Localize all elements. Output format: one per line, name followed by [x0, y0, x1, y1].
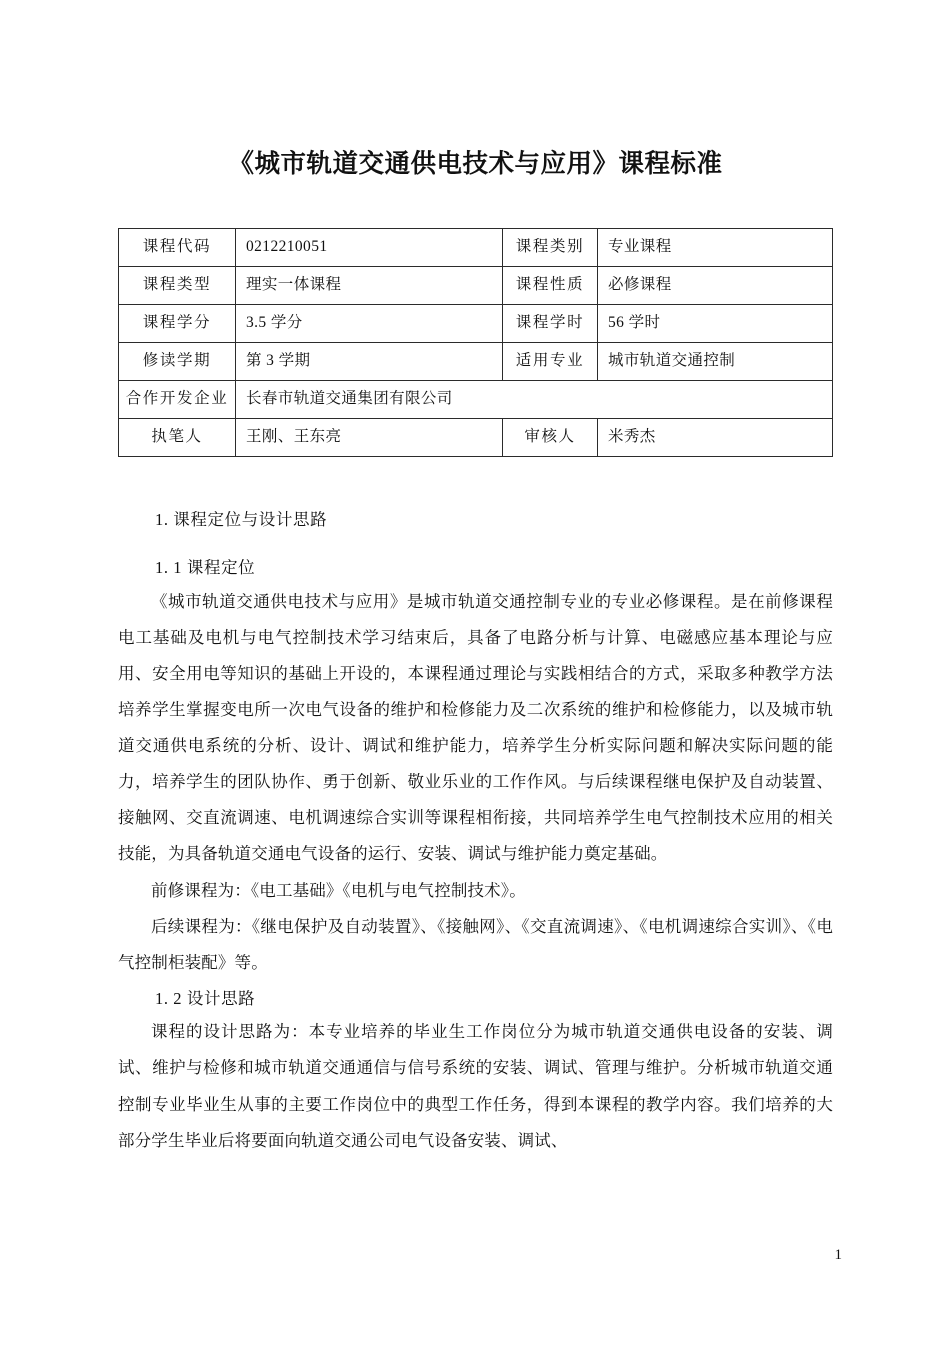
applicable-major-label: 适用专业 — [503, 342, 598, 380]
table-row — [119, 342, 833, 380]
partner-enterprise-label: 合作开发企业 — [119, 380, 236, 418]
author-value: 王刚、王东亮 — [236, 418, 503, 456]
page-title: 《城市轨道交通供电技术与应用》课程标准 — [228, 149, 723, 178]
course-type-label: 课程类型 — [119, 266, 236, 304]
table-row — [119, 304, 833, 342]
course-type-value: 理实一体课程 — [236, 266, 503, 304]
course-code-value: 0212210051 — [236, 228, 503, 266]
paragraph-course-positioning: 《城市轨道交通供电技术与应用》是城市轨道交通控制专业的专业必修课程。是在前修课程电工基础及电机与电气控制技术学习结束后，具备了电路分析与计算、电磁感应基本理论与应用、安全用电等知识的基础上开设的，本课程通过理论与实践相结合的方式，采取多种教学方法培养学生掌握变电所一次电气设备的维护和检修能力及二次系统的维护和检修能力，以及城市轨道交通供电系统的分析、设计、调试和维护能力，培养学生分析实际问题和解决实际问题的能力，培养学生的团队协作、勇于创新、敬业乐业的工作作风。与后续课程继电保护及自动装置、接触网、交直流调速、电机调速综合实训等课程相衔接，共同培养学生电气控制技术应用的相关技能，为具备轨道交通电气设备的运行、安装、调试与维护能力奠定基础。 — [118, 591, 833, 864]
semester-label: 修读学期 — [119, 342, 236, 380]
course-nature-value: 必修课程 — [598, 266, 833, 304]
section-heading-1-2: 1. 2 设计思路 — [155, 988, 256, 1008]
table-row — [119, 228, 833, 266]
paragraph-design-approach: 课程的设计思路为：本专业培养的毕业生工作岗位分为城市轨道交通供电设备的安装、调试、维护与检修和城市轨道交通通信与信号系统的安装、调试、管理与维护。分析城市轨道交通控制专业毕业生从事的主要工作岗位中的典型工作任务，得到本课程的教学内容。我们培养的大部分学生毕业后将要面向轨道交通公司电气设备安装、调试、 — [118, 1022, 833, 1150]
course-hours-value: 56 学时 — [598, 304, 833, 342]
author-label: 执笔人 — [119, 418, 236, 456]
page-content — [118, 0, 833, 1159]
table-row — [119, 266, 833, 304]
course-category-label: 课程类别 — [503, 228, 598, 266]
course-credits-value: 3.5 学分 — [236, 304, 503, 342]
table-row — [119, 380, 833, 418]
course-nature-label: 课程性质 — [503, 266, 598, 304]
course-hours-label: 课程学时 — [503, 304, 598, 342]
paragraph-followup-courses: 后续课程为：《继电保护及自动装置》、《接触网》、《交直流调速》、《电机调速综合实训》、《电气控制柜装配》等。 — [118, 916, 833, 972]
section-heading-1: 1. 课程定位与设计思路 — [155, 509, 328, 529]
course-credits-label: 课程学分 — [119, 304, 236, 342]
course-code-label: 课程代码 — [119, 228, 236, 266]
course-info-table — [118, 228, 833, 457]
page-number: 1 — [834, 1247, 842, 1263]
table-row — [119, 418, 833, 456]
reviewer-label: 审核人 — [503, 418, 598, 456]
paragraph-prerequisite-courses: 前修课程为：《电工基础》《电机与电气控制技术》。 — [151, 880, 526, 900]
semester-value: 第 3 学期 — [236, 342, 503, 380]
section-heading-1-1: 1. 1 课程定位 — [155, 558, 256, 578]
partner-enterprise-value: 长春市轨道交通集团有限公司 — [236, 380, 833, 418]
applicable-major-value: 城市轨道交通控制 — [598, 342, 833, 380]
reviewer-value: 米秀杰 — [598, 418, 833, 456]
course-category-value: 专业课程 — [598, 228, 833, 266]
